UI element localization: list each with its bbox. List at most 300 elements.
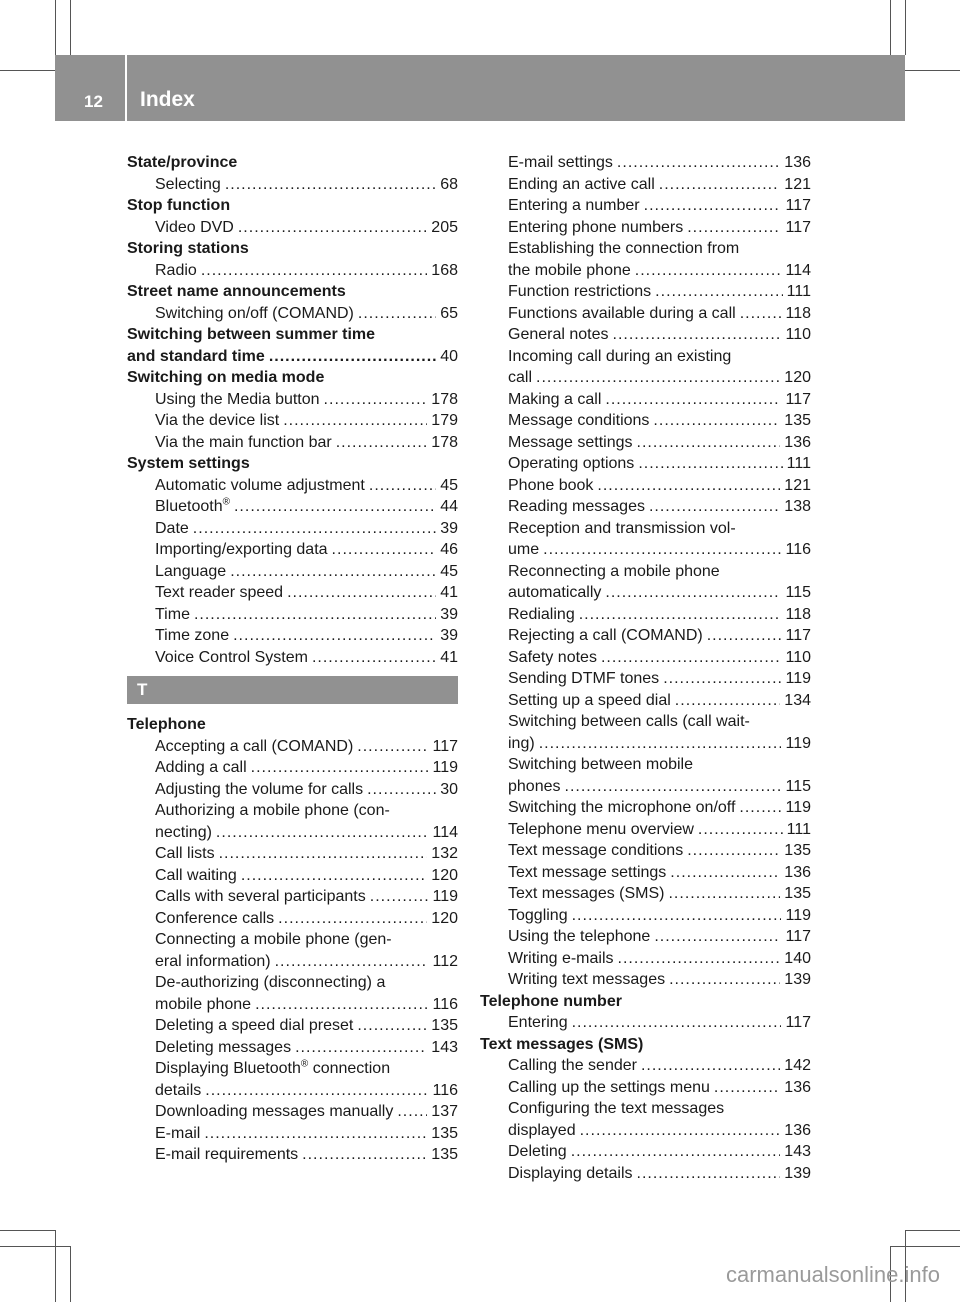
- dot-leader: [687, 217, 781, 239]
- entry-text: Safety notes: [508, 648, 597, 666]
- entry-text: displayed: [508, 1121, 576, 1139]
- page-reference: 132: [431, 845, 458, 862]
- index-entry: [127, 800, 458, 822]
- dot-leader: [654, 926, 781, 948]
- entry-text: Accepting a call (COMAND): [155, 737, 354, 755]
- entry-text: details: [155, 1081, 202, 1099]
- entry-text: Stop function: [127, 197, 231, 214]
- page-reference: 136: [784, 433, 811, 451]
- index-entry: [480, 1163, 811, 1185]
- entry-text: Street name announcements: [127, 283, 346, 300]
- entry-text: Entering: [508, 1014, 568, 1031]
- page-reference: 134: [784, 691, 811, 709]
- index-entry: [480, 647, 811, 669]
- crop-mark: [70, 1246, 71, 1302]
- index-entry: [480, 539, 811, 561]
- dot-leader: [225, 174, 436, 196]
- dot-leader: [302, 1144, 427, 1166]
- crop-mark: [55, 1230, 56, 1302]
- entry-text: Adding a call: [155, 759, 247, 776]
- dot-leader: [714, 1077, 780, 1099]
- entry-text: and standard time: [127, 347, 265, 365]
- dot-leader: [204, 1123, 427, 1145]
- dot-leader: [255, 994, 428, 1016]
- entry-text: Reconnecting a mobile phone: [508, 562, 720, 580]
- entry-text: Date: [155, 519, 189, 537]
- page-reference: 136: [784, 1078, 811, 1096]
- page-reference: 117: [432, 737, 458, 755]
- page-reference: 119: [432, 888, 458, 905]
- index-entry: [127, 625, 458, 647]
- entry-text: Time: [155, 605, 190, 623]
- index-entry: [480, 690, 811, 712]
- page-reference: 135: [431, 1124, 458, 1142]
- page-reference: 118: [785, 605, 811, 623]
- dot-leader: [269, 346, 436, 368]
- dot-leader: [205, 1080, 428, 1102]
- entry-text: Setting up a speed dial: [508, 691, 671, 709]
- index-heading: [127, 714, 458, 736]
- page-reference: 178: [431, 433, 458, 451]
- registered-mark: ®: [300, 1058, 309, 1070]
- dot-leader: [536, 367, 780, 389]
- crop-mark: [890, 1246, 960, 1247]
- entry-text: Via the main function bar: [155, 433, 332, 451]
- dot-leader: [637, 1163, 781, 1185]
- page-reference: 143: [431, 1038, 458, 1056]
- index-entry: [127, 1058, 458, 1080]
- dot-leader: [193, 518, 436, 540]
- page-reference: 120: [784, 369, 811, 386]
- index-entry: [127, 410, 458, 432]
- index-heading: [127, 238, 458, 260]
- page-reference: 45: [440, 562, 458, 580]
- crop-mark: [905, 0, 906, 55]
- index-heading: [480, 991, 811, 1013]
- dot-leader: [194, 604, 436, 626]
- page-reference: 136: [784, 863, 811, 881]
- index-entry: [480, 152, 811, 174]
- entry-text: General notes: [508, 326, 609, 343]
- page-reference: 118: [785, 304, 811, 322]
- index-entry: [480, 260, 811, 282]
- dot-leader: [219, 843, 428, 865]
- index-entry: [127, 303, 458, 325]
- page-reference: 68: [440, 175, 458, 193]
- dot-leader: [670, 862, 780, 884]
- dot-leader: [617, 152, 780, 174]
- page-reference: 117: [785, 1014, 811, 1031]
- entry-text: eral information): [155, 952, 271, 970]
- index-heading: [127, 195, 458, 217]
- entry-text: Text messages (SMS): [480, 1035, 644, 1053]
- entry-text: Call waiting: [155, 866, 237, 884]
- entry-text: Via the device list: [155, 412, 280, 429]
- index-heading: [127, 324, 458, 346]
- page-reference: 111: [786, 820, 811, 838]
- index-entry: [480, 926, 811, 948]
- dot-leader: [397, 1101, 427, 1123]
- index-column-right: [480, 152, 811, 1184]
- index-entry: [127, 260, 458, 282]
- page-reference: 117: [785, 197, 811, 214]
- index-entry: [127, 757, 458, 779]
- entry-text: Function restrictions: [508, 283, 652, 300]
- index-entry: [480, 905, 811, 927]
- page-reference: 117: [785, 627, 811, 644]
- entry-text: Switching between calls (call wait-: [508, 713, 750, 730]
- entry-text: Conference calls: [155, 909, 275, 927]
- entry-text: Reception and transmission vol-: [508, 519, 736, 537]
- index-entry: [480, 797, 811, 819]
- page-reference: 139: [784, 1164, 811, 1182]
- entry-text: Message settings: [508, 433, 633, 451]
- dot-leader: [707, 625, 782, 647]
- page-reference: 136: [784, 154, 811, 171]
- entry-text: Importing/exporting data: [155, 541, 328, 558]
- index-entry: [480, 1098, 811, 1120]
- index-entry: [480, 281, 811, 303]
- page-reference: 135: [431, 1146, 458, 1163]
- dot-leader: [601, 647, 782, 669]
- index-entry: [127, 604, 458, 626]
- dot-leader: [543, 539, 781, 561]
- dot-leader: [687, 840, 780, 862]
- dot-leader: [655, 281, 783, 303]
- entry-text: Making a call: [508, 390, 602, 408]
- entry-text: necting): [155, 823, 212, 841]
- index-entry: [127, 908, 458, 930]
- index-entry: [480, 389, 811, 411]
- page-reference: 111: [786, 283, 811, 300]
- index-entry: [480, 195, 811, 217]
- entry-text: Voice Control System: [155, 648, 308, 666]
- page-reference: 39: [440, 605, 458, 623]
- dot-leader: [369, 475, 436, 497]
- index-entry: [127, 539, 458, 561]
- dot-leader: [669, 969, 780, 991]
- page-reference: 137: [431, 1103, 458, 1120]
- page-reference: 205: [431, 218, 458, 236]
- dot-leader: [287, 582, 436, 604]
- entry-text: Reading messages: [508, 498, 645, 515]
- dot-leader: [698, 819, 783, 841]
- entry-text: Switching the microphone on/off: [508, 799, 736, 816]
- index-entry: [480, 1120, 811, 1142]
- dot-leader: [653, 410, 780, 432]
- index-entry: [480, 561, 811, 583]
- entry-text: Using the telephone: [508, 928, 651, 945]
- page-reference: 168: [431, 261, 458, 279]
- index-entry: [127, 496, 458, 518]
- index-heading: [127, 281, 458, 303]
- page-reference: 121: [784, 175, 811, 193]
- index-entry: [480, 453, 811, 475]
- entry-text: the mobile phone: [508, 261, 631, 279]
- entry-text: Adjusting the volume for calls: [155, 780, 364, 798]
- entry-text: Telephone: [127, 716, 206, 733]
- dot-leader: [597, 475, 780, 497]
- page-reference: 112: [432, 952, 458, 970]
- index-entry: [480, 346, 811, 368]
- index-entry: [480, 862, 811, 884]
- page-reference: 135: [784, 885, 811, 902]
- entry-text: Text reader speed: [155, 584, 284, 601]
- dot-leader: [663, 668, 781, 690]
- index-entry: [127, 1037, 458, 1059]
- index-entries-t-continued: [480, 152, 811, 1184]
- dot-leader: [358, 303, 436, 325]
- entry-text: Downloading messages manually: [155, 1103, 394, 1120]
- dot-leader: [635, 260, 782, 282]
- dot-leader: [332, 539, 437, 561]
- index-entry: [480, 324, 811, 346]
- index-entry: [480, 1012, 811, 1034]
- watermark: carmanualsonline.info: [725, 1262, 940, 1287]
- page-reference: 111: [786, 455, 811, 472]
- page-reference: 178: [431, 390, 458, 408]
- index-entry: [480, 432, 811, 454]
- dot-leader: [572, 905, 782, 927]
- dot-leader: [637, 432, 781, 454]
- crop-mark: [0, 1246, 70, 1247]
- crop-mark: [0, 70, 55, 71]
- entry-text: Incoming call during an existing: [508, 347, 732, 365]
- entry-text: Sending DTMF tones: [508, 670, 660, 687]
- dot-leader: [613, 324, 782, 346]
- index-entry: [480, 668, 811, 690]
- index-heading: [127, 346, 458, 368]
- dot-leader: [638, 453, 782, 475]
- page-reference: 117: [785, 928, 811, 945]
- page-reference: 119: [432, 759, 458, 776]
- page-reference: 135: [431, 1017, 458, 1034]
- entry-text: Entering a number: [508, 197, 640, 214]
- dot-leader: [295, 1037, 427, 1059]
- index-entry: [480, 819, 811, 841]
- dot-leader: [668, 883, 780, 905]
- index-entry: [127, 647, 458, 669]
- entry-text: Switching between summer time: [127, 326, 376, 343]
- index-entries-s: [127, 152, 458, 668]
- index-entry: [127, 561, 458, 583]
- page-reference: 179: [431, 412, 458, 429]
- entry-text: Switching on media mode: [127, 369, 325, 386]
- dot-leader: [579, 604, 782, 626]
- entry-text: Text message settings: [508, 863, 667, 881]
- crop-mark: [905, 70, 960, 71]
- entry-text: Using the Media button: [155, 390, 320, 408]
- entry-text: Switching between mobile: [508, 756, 693, 773]
- index-entry: [480, 625, 811, 647]
- entry-text: Automatic volume adjustment: [155, 476, 365, 494]
- registered-mark: ®: [222, 496, 230, 508]
- crop-mark: [890, 0, 891, 55]
- index-entry: [480, 754, 811, 776]
- entry-text: Displaying Bluetooth® connection: [155, 1058, 391, 1077]
- entry-text: Text message conditions: [508, 842, 684, 859]
- index-entry: [127, 389, 458, 411]
- entry-text: Toggling: [508, 906, 568, 924]
- page-reference: 30: [440, 780, 458, 798]
- entry-text: Calling up the settings menu: [508, 1078, 710, 1096]
- page-reference: 110: [785, 326, 811, 343]
- index-entry: [480, 1077, 811, 1099]
- entry-text: Functions available during a call: [508, 304, 736, 322]
- page-reference: 119: [785, 799, 811, 816]
- index-entry: [127, 1101, 458, 1123]
- dot-leader: [238, 217, 427, 239]
- index-entry: [480, 475, 811, 497]
- entry-text: Writing text messages: [508, 971, 666, 988]
- entry-text: Deleting messages: [155, 1038, 292, 1056]
- index-entry: [480, 711, 811, 733]
- page-reference: 45: [440, 476, 458, 494]
- dot-leader: [675, 690, 781, 712]
- dot-leader: [357, 1015, 427, 1037]
- index-entries-t: [127, 714, 458, 1166]
- dot-leader: [649, 496, 780, 518]
- index-entry: [480, 948, 811, 970]
- page-reference: 110: [785, 648, 811, 666]
- entry-text: call: [508, 369, 533, 386]
- index-entry: [480, 604, 811, 626]
- page-reference: 120: [431, 866, 458, 884]
- page-reference: 142: [784, 1057, 811, 1074]
- index-entry: [127, 843, 458, 865]
- page-reference: 135: [784, 842, 811, 859]
- section-title: Index: [140, 88, 195, 111]
- entry-text: E-mail requirements: [155, 1146, 299, 1163]
- index-entry: [127, 518, 458, 540]
- crop-mark: [70, 0, 71, 55]
- page-reference: 41: [440, 648, 458, 666]
- dot-leader: [312, 647, 436, 669]
- entry-text: Redialing: [508, 605, 575, 623]
- page-reference: 39: [440, 519, 458, 537]
- index-entry: [127, 1015, 458, 1037]
- page-reference: 40: [440, 347, 458, 365]
- page-reference: 140: [784, 949, 811, 967]
- index-heading: [480, 1034, 811, 1056]
- entry-text: Phone book: [508, 476, 594, 494]
- index-heading: [127, 453, 458, 475]
- index-entry: [127, 1144, 458, 1166]
- page-reference: 46: [440, 541, 458, 558]
- index-entry: [127, 865, 458, 887]
- entry-text: Calling the sender: [508, 1057, 637, 1074]
- entry-text: mobile phone: [155, 995, 252, 1013]
- page-reference: 117: [785, 390, 811, 408]
- page-reference: 115: [785, 584, 811, 601]
- dot-leader: [605, 582, 781, 604]
- dot-leader: [571, 1141, 781, 1163]
- index-entry: [480, 518, 811, 540]
- entry-text: Call lists: [155, 845, 215, 862]
- dot-leader: [370, 886, 429, 908]
- dot-leader: [275, 951, 429, 973]
- index-entry: [127, 582, 458, 604]
- index-entry: [127, 174, 458, 196]
- page-reference: 116: [785, 541, 811, 558]
- entry-text: Writing e-mails: [508, 949, 614, 967]
- page-reference: 116: [432, 1081, 458, 1099]
- index-column-left: [127, 152, 458, 1166]
- entry-text: automatically: [508, 584, 602, 601]
- dot-leader: [283, 410, 427, 432]
- index-entry: [480, 367, 811, 389]
- entry-text: De-authorizing (disconnecting) a: [155, 974, 386, 991]
- entry-text: ume: [508, 541, 540, 558]
- dot-leader: [251, 757, 429, 779]
- index-entry: [127, 432, 458, 454]
- index-entry: [127, 822, 458, 844]
- dot-leader: [580, 1120, 781, 1142]
- index-entry: [127, 217, 458, 239]
- index-entry: [480, 410, 811, 432]
- entry-text: Displaying details: [508, 1164, 633, 1182]
- index-heading: [127, 367, 458, 389]
- entry-text: Deleting a speed dial preset: [155, 1017, 354, 1034]
- index-entry: [480, 238, 811, 260]
- entry-text: Calls with several participants: [155, 888, 366, 905]
- page-reference: 119: [785, 670, 811, 687]
- dot-leader: [539, 733, 782, 755]
- entry-text: Deleting: [508, 1143, 567, 1160]
- page-reference: 138: [784, 498, 811, 515]
- dot-leader: [241, 865, 427, 887]
- dot-leader: [324, 389, 428, 411]
- dot-leader: [216, 822, 429, 844]
- entry-text: Switching on/off (COMAND): [155, 304, 354, 322]
- dot-leader: [201, 260, 427, 282]
- page-reference: 135: [784, 412, 811, 429]
- index-entry: [127, 1123, 458, 1145]
- dot-leader: [740, 303, 782, 325]
- crop-mark: [905, 1230, 960, 1231]
- page-reference: 117: [785, 218, 811, 236]
- page-reference: 41: [440, 584, 458, 601]
- entry-text: Storing stations: [127, 240, 249, 257]
- index-entry: [127, 929, 458, 951]
- entry-text: E-mail: [155, 1124, 201, 1142]
- dot-leader: [572, 1012, 782, 1034]
- entry-text: Selecting: [155, 175, 221, 193]
- index-entry: [480, 883, 811, 905]
- page-reference: 114: [432, 823, 458, 841]
- entry-text: State/province: [127, 154, 238, 171]
- index-entry: [480, 174, 811, 196]
- page-reference: 119: [785, 906, 811, 924]
- crop-mark: [55, 0, 56, 55]
- index-entry: [127, 779, 458, 801]
- index-entry: [127, 1080, 458, 1102]
- index-entry: [480, 1055, 811, 1077]
- page-number: 12: [84, 92, 103, 111]
- index-entry: [127, 475, 458, 497]
- index-entry: [480, 217, 811, 239]
- entry-text: Authorizing a mobile phone (con-: [155, 802, 390, 819]
- index-entry: [480, 303, 811, 325]
- page-reference: 44: [440, 498, 458, 515]
- page-reference: 119: [785, 734, 811, 752]
- entry-text: Configuring the text messages: [508, 1100, 725, 1117]
- page-reference: 65: [440, 304, 458, 322]
- dot-leader: [605, 389, 781, 411]
- dot-leader: [644, 195, 782, 217]
- entry-text: Ending an active call: [508, 175, 655, 193]
- index-entry: [127, 886, 458, 908]
